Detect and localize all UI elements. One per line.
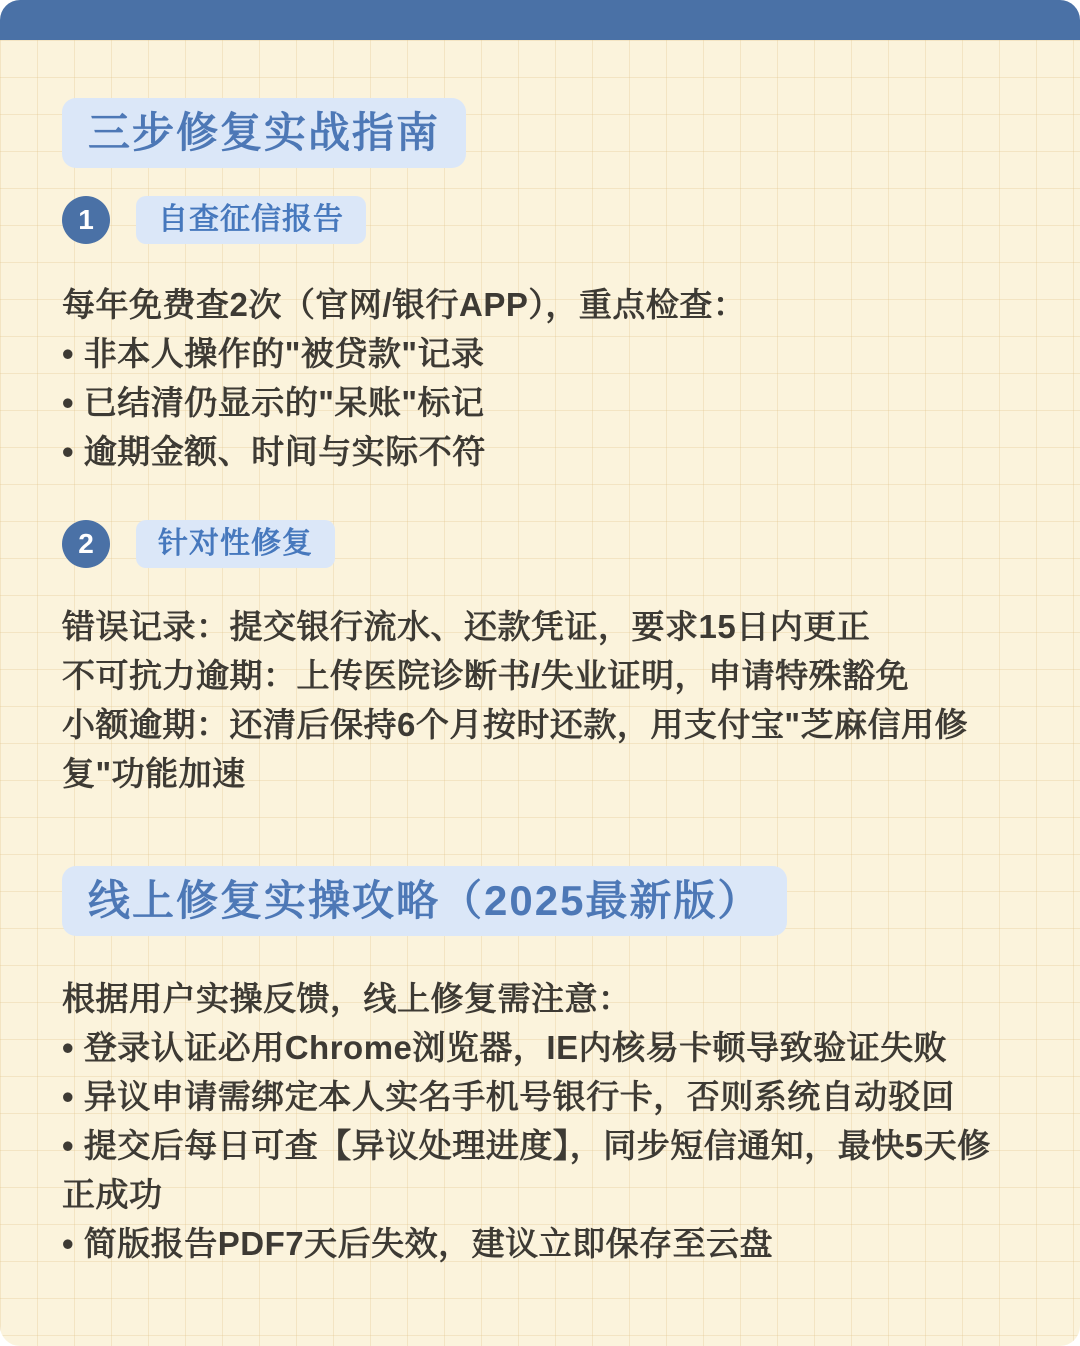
step1-number-badge: 1: [62, 196, 110, 244]
step2-label: 针对性修复: [136, 520, 335, 568]
text-line: • 逾期金额、时间与实际不符: [62, 433, 486, 470]
text-line: 根据用户实操反馈，线上修复需注意：: [62, 980, 632, 1017]
step2-text-block: [62, 602, 1024, 798]
section2-text-block: [62, 974, 1024, 1268]
content-area: [0, 40, 1080, 1346]
top-bar: [0, 0, 1080, 40]
section1-title: 三步修复实战指南: [62, 98, 466, 168]
step-row-1: [62, 196, 1024, 244]
text-line: 小额逾期：还清后保持6个月按时还款，用支付宝"芝麻信用修复"功能加速: [62, 706, 968, 792]
text-line: • 提交后每日可查【异议处理进度】，同步短信通知，最快5天修正成功: [62, 1127, 991, 1213]
text-line: • 登录认证必用Chrome浏览器，IE内核易卡顿导致验证失败: [62, 1029, 948, 1066]
text-line: • 非本人操作的"被贷款"记录: [62, 335, 485, 372]
text-line: • 异议申请需绑定本人实名手机号银行卡，否则系统自动驳回: [62, 1078, 955, 1115]
step1-text-block: [62, 280, 1024, 476]
step2-number-badge: 2: [62, 520, 110, 568]
text-line: 每年免费查2次（官网/银行APP），重点检查：: [62, 286, 747, 323]
text-line: • 已结清仍显示的"呆账"标记: [62, 384, 485, 421]
text-line: • 简版报告PDF7天后失效，建议立即保存至云盘: [62, 1225, 774, 1262]
section2-title: 线上修复实操攻略（2025最新版）: [62, 866, 787, 936]
step1-label: 自查征信报告: [136, 196, 366, 244]
step-row-2: [62, 520, 1024, 568]
text-line: 不可抗力逾期：上传医院诊断书/失业证明，申请特殊豁免: [62, 657, 910, 694]
text-line: 错误记录：提交银行流水、还款凭证，要求15日内更正: [62, 608, 871, 645]
